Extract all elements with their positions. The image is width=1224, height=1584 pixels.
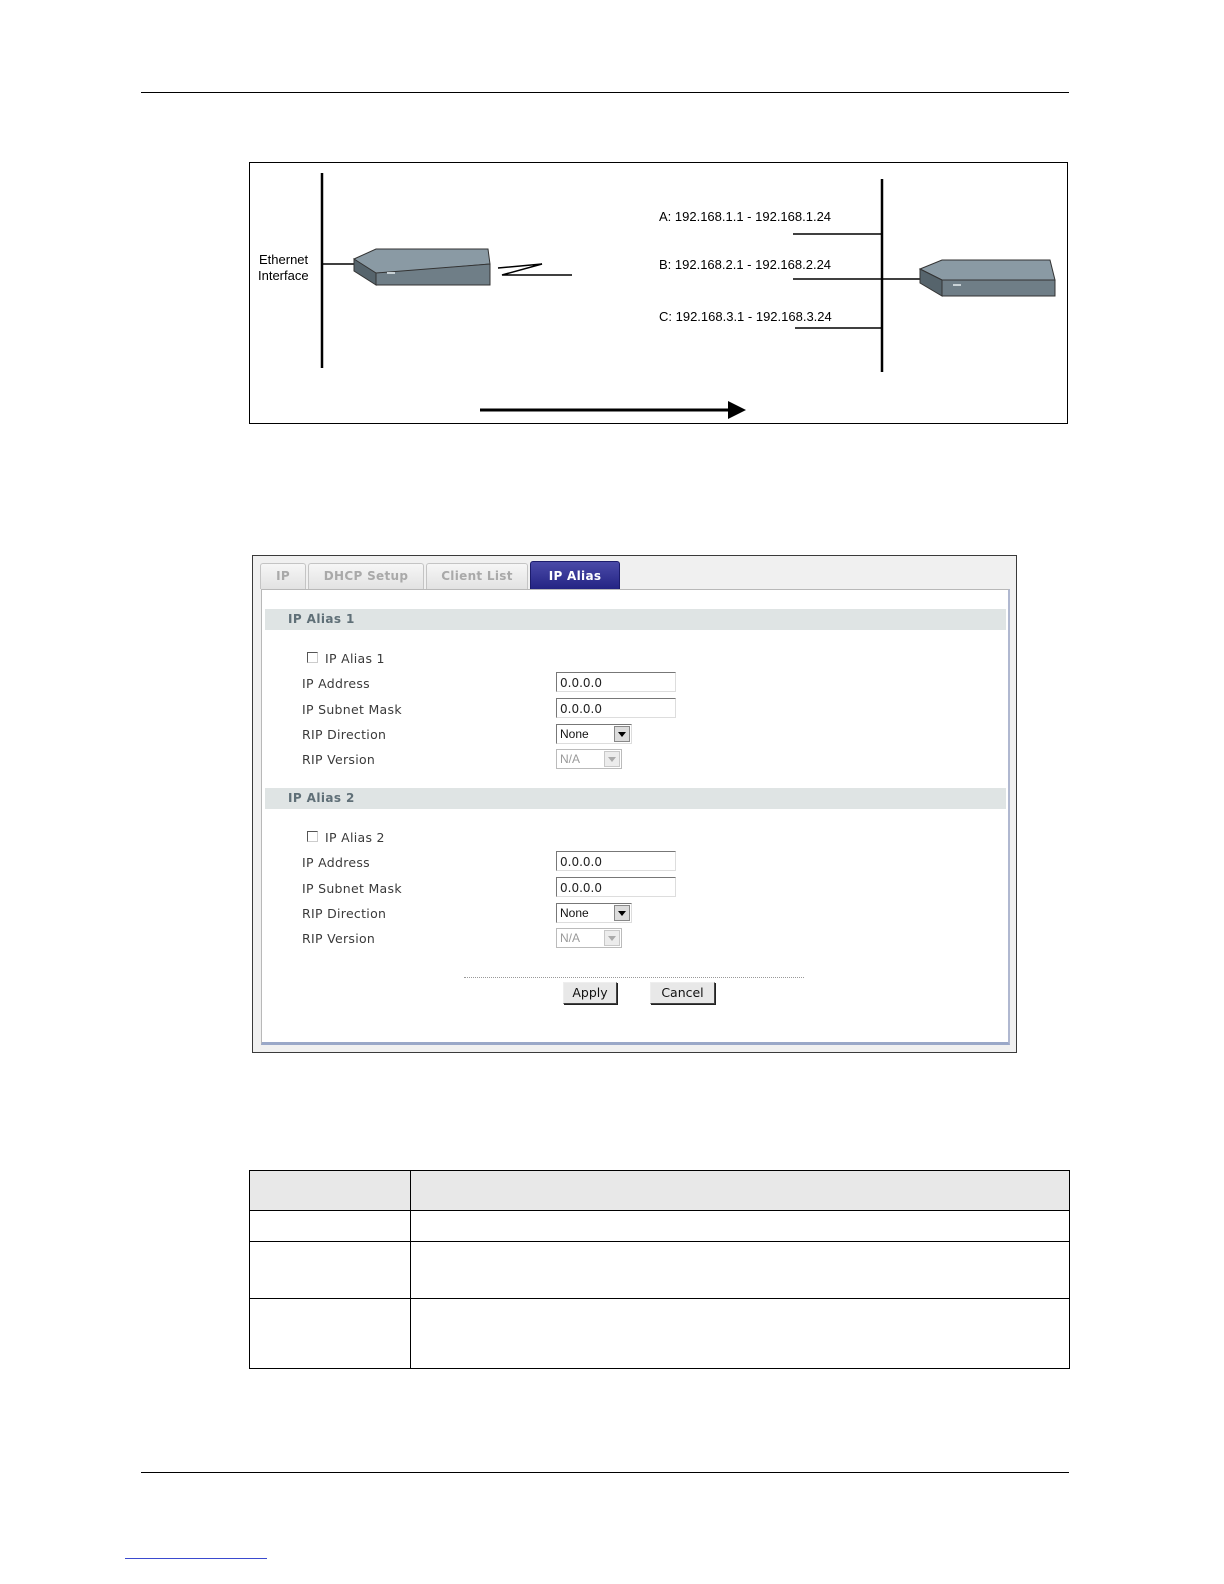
- alias-c-label: C: 192.168.3.1 - 192.168.3.24: [659, 309, 832, 324]
- ip-alias-1-subnet-mask-input[interactable]: [556, 698, 676, 718]
- rip-direction-label: RIP Direction: [302, 906, 387, 921]
- table-header-row: [250, 1171, 1070, 1211]
- ip-alias-2-ip-address-input[interactable]: [556, 851, 676, 871]
- table-row: [250, 1242, 1070, 1299]
- field-description-table: [249, 1170, 1070, 1369]
- table-cell: [250, 1211, 411, 1242]
- diagram-lines: [250, 163, 1067, 423]
- arrow-head-icon: [728, 401, 746, 419]
- ip-alias-2-checkbox-label: IP Alias 2: [325, 830, 385, 845]
- chevron-down-icon: [614, 726, 630, 742]
- table-cell: [250, 1299, 411, 1369]
- header-rule: [141, 92, 1069, 93]
- chevron-down-icon: [604, 751, 620, 767]
- tab-ip[interactable]: IP: [260, 563, 306, 589]
- rip-version-value: N/A: [560, 752, 581, 766]
- table-cell: [411, 1171, 1070, 1211]
- router-device-left: [354, 249, 490, 285]
- table-cell: [250, 1242, 411, 1299]
- apply-button[interactable]: Apply: [563, 982, 617, 1004]
- ip-alias-network-diagram: [249, 162, 1068, 424]
- table-cell: [411, 1242, 1070, 1299]
- table-cell: [411, 1299, 1070, 1369]
- rip-direction-label: RIP Direction: [302, 727, 387, 742]
- tab-ip-alias[interactable]: IP Alias: [530, 561, 620, 589]
- wan-link: [498, 264, 572, 275]
- rip-direction-value: None: [560, 906, 589, 920]
- table-cell: [411, 1211, 1070, 1242]
- rip-version-label: RIP Version: [302, 931, 376, 946]
- ip-subnet-mask-label: IP Subnet Mask: [302, 881, 402, 896]
- ip-alias-1-checkbox[interactable]: [307, 652, 318, 663]
- ip-alias-2-subnet-mask-input[interactable]: [556, 877, 676, 897]
- ip-alias-1-rip-direction-select[interactable]: [556, 724, 632, 744]
- tab-dhcp-setup[interactable]: DHCP Setup: [308, 563, 424, 589]
- rip-version-value: N/A: [560, 931, 581, 945]
- table-row: [250, 1211, 1070, 1242]
- rip-direction-value: None: [560, 727, 589, 741]
- ip-alias-2-rip-direction-select[interactable]: [556, 903, 632, 923]
- ip-subnet-mask-label: IP Subnet Mask: [302, 702, 402, 717]
- ethernet-label-line1: Ethernet: [259, 252, 309, 267]
- ip-alias-2-checkbox[interactable]: [307, 831, 318, 842]
- ip-alias-1-ip-address-input[interactable]: [556, 672, 676, 692]
- ip-alias-2-rip-version-select: [556, 928, 622, 948]
- ip-address-label: IP Address: [302, 855, 370, 870]
- chevron-down-icon: [604, 930, 620, 946]
- ip-address-label: IP Address: [302, 676, 370, 691]
- computer-device-right: [920, 260, 1055, 296]
- cancel-button[interactable]: Cancel: [650, 982, 715, 1004]
- ethernet-label-line2: Interface: [258, 268, 309, 283]
- footer-link-underline[interactable]: [125, 1558, 267, 1559]
- button-divider: [464, 977, 804, 978]
- ip-alias-panel: [261, 589, 1010, 1045]
- chevron-down-icon: [614, 905, 630, 921]
- ip-alias-1-rip-version-select: [556, 749, 622, 769]
- table-row: [250, 1299, 1070, 1369]
- alias-b-label: B: 192.168.2.1 - 192.168.2.24: [659, 257, 832, 272]
- tab-client-list[interactable]: Client List: [426, 563, 528, 589]
- rip-version-label: RIP Version: [302, 752, 376, 767]
- footer-rule: [141, 1472, 1069, 1473]
- table-cell: [250, 1171, 411, 1211]
- section-header-ip-alias-1: IP Alias 1: [265, 609, 1006, 630]
- section-header-ip-alias-2: IP Alias 2: [265, 788, 1006, 809]
- ip-alias-1-checkbox-label: IP Alias 1: [325, 651, 385, 666]
- ip-alias-screen: [252, 555, 1017, 1053]
- alias-a-label: A: 192.168.1.1 - 192.168.1.24: [659, 209, 832, 224]
